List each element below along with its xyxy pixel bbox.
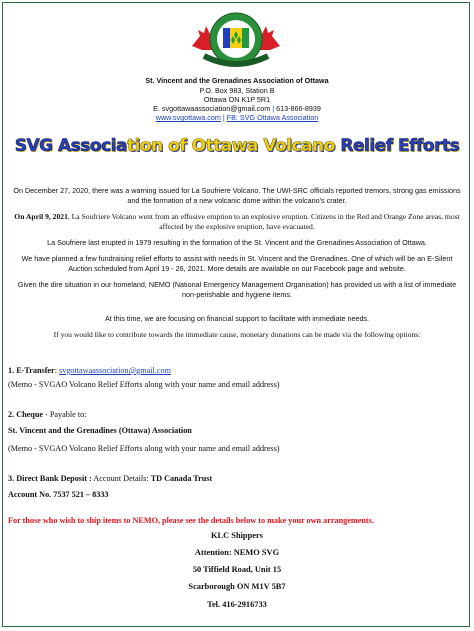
association-logo	[190, 6, 282, 72]
shipper-phone: Tel. 416-2916733	[207, 600, 267, 609]
option-cheque: 2. Cheque - Payable to:	[8, 410, 87, 419]
cheque-label: 2. Cheque	[8, 410, 44, 419]
email-prefix: E.	[153, 104, 162, 113]
paragraph-nemo: Given the dire situation in our homeland, NEMO (National Emergency Management Organisation) has provided us with a list of immediate non-perishable and hygiene items.	[17, 280, 457, 299]
title-part-1: SVG Associa	[14, 136, 127, 156]
org-phone: 613-866-8939	[276, 104, 321, 113]
org-po-box: P.O. Box 983, Station B	[199, 86, 275, 95]
flag-blue-band	[223, 28, 230, 48]
option-bank-deposit: 3. Direct Bank Deposit : Account Details: TD Canada Trust	[8, 474, 213, 483]
paragraph-eruption: On April 9, 2021, La Soufriere Volcano went from an effusive eruption to an explosive eruption. Citizens in the Red and Orange Zone areas, most affected by the explosive eruption, have evacuated.	[14, 212, 460, 231]
shipping-notice: For those who wish to ship items to NEMO, please see the details below to make your own arrangements.	[8, 516, 374, 525]
org-contact-line: E. svgottawaassociation@gmail.com | 613-866-8939	[153, 104, 321, 113]
etransfer-memo: (Memo - SVGAO Volcano Relief Efforts along with your name and email address)	[8, 380, 280, 389]
org-email: svgottawaassociation@gmail.com	[161, 104, 271, 113]
flag-green-band	[242, 28, 249, 48]
cheque-memo: (Memo - SVGAO Volcano Relief Efforts along with your name and email address)	[8, 444, 280, 453]
bank-name: TD Canada Trust	[150, 474, 213, 483]
title-part-2: tion of Ottawa Volcano	[126, 136, 341, 156]
shipper-name: KLC Shippers	[211, 531, 263, 540]
website-link[interactable]: www.svgottawa.com	[155, 113, 221, 122]
bank-label: 3. Direct Bank Deposit :	[8, 474, 92, 483]
shipper-attention: Attention: NEMO SVG	[194, 548, 280, 557]
title-part-3: Relief Efforts	[340, 136, 460, 156]
org-city: Ottawa ON K1P 5R1	[203, 95, 271, 104]
shipper-street: 50 Tiffield Road, Unit 15	[192, 565, 282, 574]
facebook-link[interactable]: FB: SVG Ottawa Association	[226, 113, 319, 122]
cheque-payee: St. Vincent and the Grenadines (Ottawa) Association	[8, 426, 192, 435]
paragraph-warning: On December 27, 2020, there was a warning issued for La Soufriere Volcano. The UWI-SRC officials reported tremors, strong gas emissions and the formation of a new volcanic dome within the volcano’s crater.	[13, 186, 461, 205]
paragraph-contribute: If you would like to contribute towards the immediate cause, monetary donations can be made via the following options:	[53, 330, 421, 339]
paragraph-fundraising: We have planned a few fundraising relief efforts to assist with needs in St. Vincent and the Grenadines. One of which will be an E-Silent Auction scheduled from April 19 - 26, 2021. More details are available on our Facebook page and website.	[21, 254, 453, 273]
org-name: St. Vincent and the Grenadines Association of Ottawa	[145, 76, 329, 85]
shipper-city: Scarborough ON M1V 5B7	[188, 582, 286, 591]
paragraph-focus: At this time, we are focusing on financial support to facilitate with immediate needs.	[104, 314, 370, 323]
bank-account: Account No. 7537 521 – 8333	[8, 490, 109, 499]
etransfer-label: 1. E-Transfer	[8, 366, 55, 375]
option-etransfer: 1. E-Transfer: svgottawaassociation@gmail.com	[8, 366, 171, 375]
org-links-line: www.svgottawa.com | FB: SVG Ottawa Association	[155, 113, 319, 122]
etransfer-email-link[interactable]: svgottawaassociation@gmail.com	[59, 366, 171, 375]
page-title	[0, 136, 474, 156]
paragraph-history: La Soufriere last erupted in 1979 resulting in the formation of the St. Vincent and the Grenadines Association of Ottawa.	[47, 238, 427, 247]
